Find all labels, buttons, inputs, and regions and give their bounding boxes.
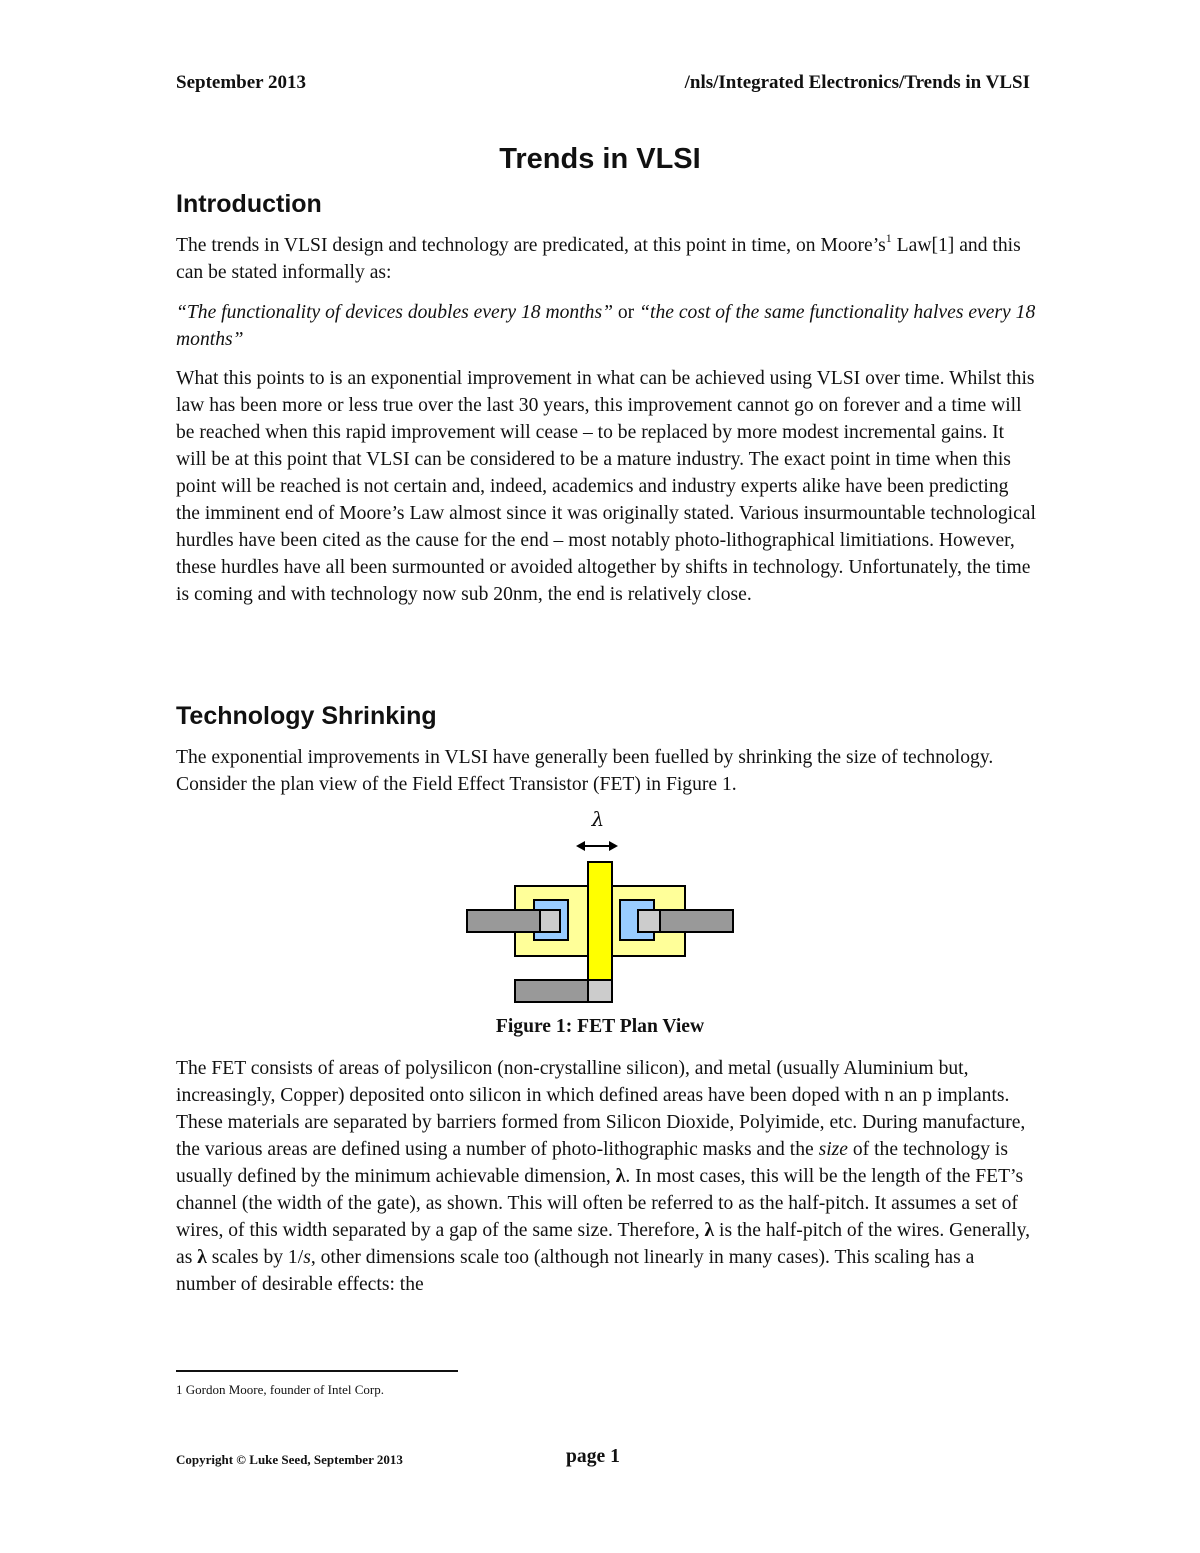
p2-text-b: of the technology is usually defined by the minimum achievable dimension, [176, 1139, 1008, 1187]
footnote: 1 Gordon Moore, founder of Intel Corp. [176, 1382, 384, 1397]
p2-lambda-1: λ [615, 1166, 626, 1187]
page-title: Trends in VLSI [499, 143, 701, 175]
metal-wire-right [657, 910, 733, 932]
quote-part-a: “The functionality of devices doubles every 18 months” [176, 302, 613, 323]
footer-copyright: Copyright © Luke Seed, September 2013 [176, 1452, 403, 1467]
p2-lambda-3: λ [197, 1247, 207, 1268]
p2-lambda-2: λ [704, 1220, 715, 1241]
intro-paragraph-2: What this points to is an exponential improvement in what can be achieved using VLSI over time. Whilst this law has been more or less true over the last 30 years, this improvement cannot go on forever and a time will be reached when this rapid improvement will cease – to be replaced by more modest incremental gains. It will be at this point that VLSI can be considered to be a mature industry. The exact point in time when this point will be reached is not certain and, indeed, academics and industry experts alike have been predicting the imminent end of Moore’s Law almost since it was originally stated. Various insurmountable technological hurdles have been cited as the cause for the end – most notably photo-lithographical limitiations. However, these hurdles have all been surmounted or avoided altogether by shifts in technology. Unfortunately, the time is coming and with technology now sub 20nm, the end is relatively close. [176, 368, 1036, 605]
p2-text-f: , other dimensions scale too (although not linearly in many cases). This scaling has a number of desirable effects: the [176, 1247, 975, 1295]
shrinking-paragraph-2 [176, 1055, 1036, 1298]
heading-technology-shrinking: Technology Shrinking [176, 702, 437, 730]
quote-part-b: “the cost of the same functionality halves every 18 months” [176, 302, 1036, 350]
via-left [540, 910, 560, 932]
intro-p1-text-tail: Law[1] and this can be stated informally as: [176, 235, 1021, 283]
intro-p1-text: The trends in VLSI design and technology are predicated, at this point in time, on Moore’s [176, 235, 886, 256]
lambda-label: λ [591, 807, 605, 831]
moores-law-quote [176, 299, 1036, 353]
p2-text-d: is the half-pitch of the wires. Generally, as [176, 1220, 1031, 1268]
polysilicon-gate [588, 862, 612, 982]
footnote-divider [176, 1370, 458, 1372]
via-gate [588, 980, 612, 1002]
header-path: /nls/Integrated Electronics/Trends in VLSI [684, 72, 1030, 93]
header-date: September 2013 [176, 72, 306, 93]
metal-wire-gate [515, 980, 591, 1002]
p2-text-e: scales by 1/ [206, 1247, 304, 1268]
heading-introduction: Introduction [176, 190, 322, 218]
p2-text-c: . In most cases, this will be the length of the FET’s channel (the width of the gate), as shown. This will often be referred to as the half-pitch. It assumes a set of wires, of this width separated by a gap of the same size. Therefore, [176, 1166, 1024, 1241]
fet-plan-view-figure [462, 806, 742, 1006]
quote-or: or [612, 302, 640, 323]
page-number: page 1 [566, 1446, 620, 1467]
p2-s-emph: s [303, 1247, 311, 1268]
shrinking-paragraph-1: The exponential improvements in VLSI have generally been fuelled by shrinking the size of technology. Consider the plan view of the Field Effect Transistor (FET) in Figure 1. [176, 747, 994, 795]
figure-caption: Figure 1: FET Plan View [495, 1016, 705, 1037]
p2-text-a: The FET consists of areas of polysilicon (non-crystalline silicon), and metal (usually Aluminium but, increasingly, Copper) deposited onto silicon in which defined areas have been doped with n an p implants. These materials are separated by barriers formed from Silicon Dioxide, Polyimide, etc. During manufacture, the various areas are defined using a number of photo-lithographic masks and the [176, 1058, 1026, 1160]
lambda-arrow-icon [576, 841, 618, 851]
footnote-ref-1[interactable]: 1 [885, 231, 892, 246]
intro-paragraph-1 [176, 232, 1036, 286]
p2-size-emph: size [818, 1139, 848, 1160]
via-right [638, 910, 660, 932]
